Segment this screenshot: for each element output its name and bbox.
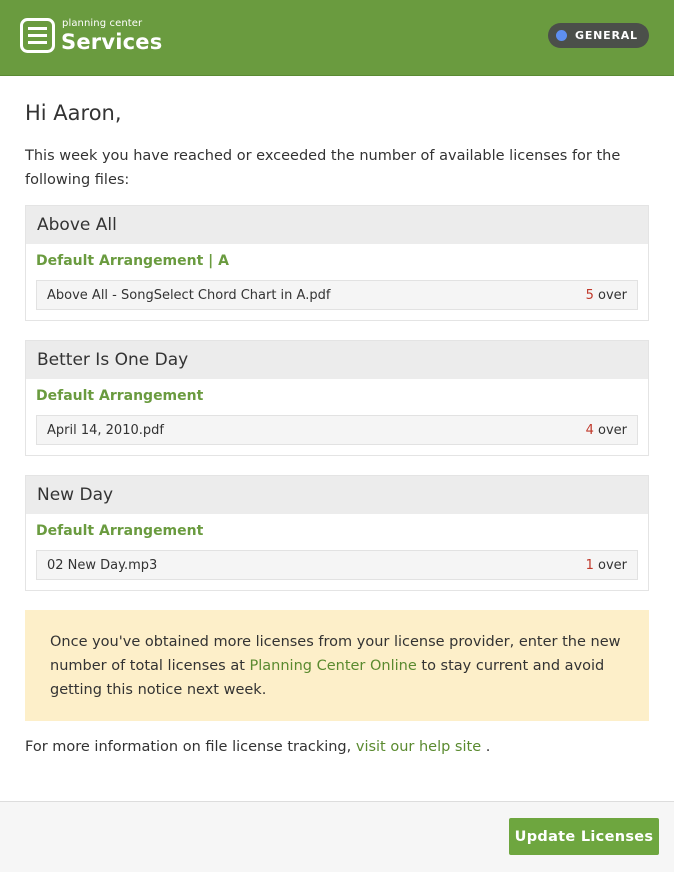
over-number: 4 xyxy=(585,423,594,438)
file-row xyxy=(36,415,638,445)
song-card xyxy=(25,205,649,321)
logo-subtitle: planning center xyxy=(62,18,143,29)
arrangement-label: Default Arrangement xyxy=(36,523,204,539)
status-dot-icon xyxy=(556,30,567,41)
over-number: 5 xyxy=(585,288,594,303)
more-info-text xyxy=(25,739,490,755)
notice-text-after: to stay current and avoid getting this notice next week. xyxy=(50,658,605,698)
greeting: Hi Aaron, xyxy=(25,101,122,125)
update-licenses-button[interactable]: Update Licenses xyxy=(509,818,659,855)
over-label: over xyxy=(598,558,627,573)
song-card xyxy=(25,475,649,591)
file-name: April 14, 2010.pdf xyxy=(47,423,164,438)
license-notice xyxy=(25,610,649,721)
over-label: over xyxy=(598,288,627,303)
badge-label: GENERAL xyxy=(575,29,638,42)
notice-text xyxy=(50,630,635,702)
arrangement-label: Default Arrangement | A xyxy=(36,253,229,269)
file-row xyxy=(36,280,638,310)
over-count xyxy=(586,558,627,573)
arrangement-label: Default Arrangement xyxy=(36,388,204,404)
general-badge xyxy=(548,23,649,48)
song-title: Better Is One Day xyxy=(26,341,648,379)
services-logo-icon xyxy=(20,18,55,53)
over-count xyxy=(586,288,627,303)
footer-bar xyxy=(0,801,674,872)
more-info-after: . xyxy=(481,739,491,755)
song-title: Above All xyxy=(26,206,648,244)
file-name: Above All - SongSelect Chord Chart in A.pdf xyxy=(47,288,331,303)
over-number: 1 xyxy=(585,558,594,573)
file-name: 02 New Day.mp3 xyxy=(47,558,158,573)
logo-title: Services xyxy=(61,30,163,54)
help-site-link[interactable]: visit our help site xyxy=(355,739,482,755)
over-count xyxy=(586,423,627,438)
header-bar xyxy=(0,0,674,76)
file-row xyxy=(36,550,638,580)
more-info-before: For more information on file license tracking, xyxy=(25,739,356,755)
planning-center-online-link[interactable]: Planning Center Online xyxy=(249,658,417,674)
over-label: over xyxy=(598,423,627,438)
song-card xyxy=(25,340,649,456)
notice-text-before: Once you've obtained more licenses from your license provider, enter the new number of total licenses at xyxy=(50,634,621,674)
song-title: New Day xyxy=(26,476,648,514)
intro-text: This week you have reached or exceeded the number of available licenses for the following files: xyxy=(25,148,621,188)
